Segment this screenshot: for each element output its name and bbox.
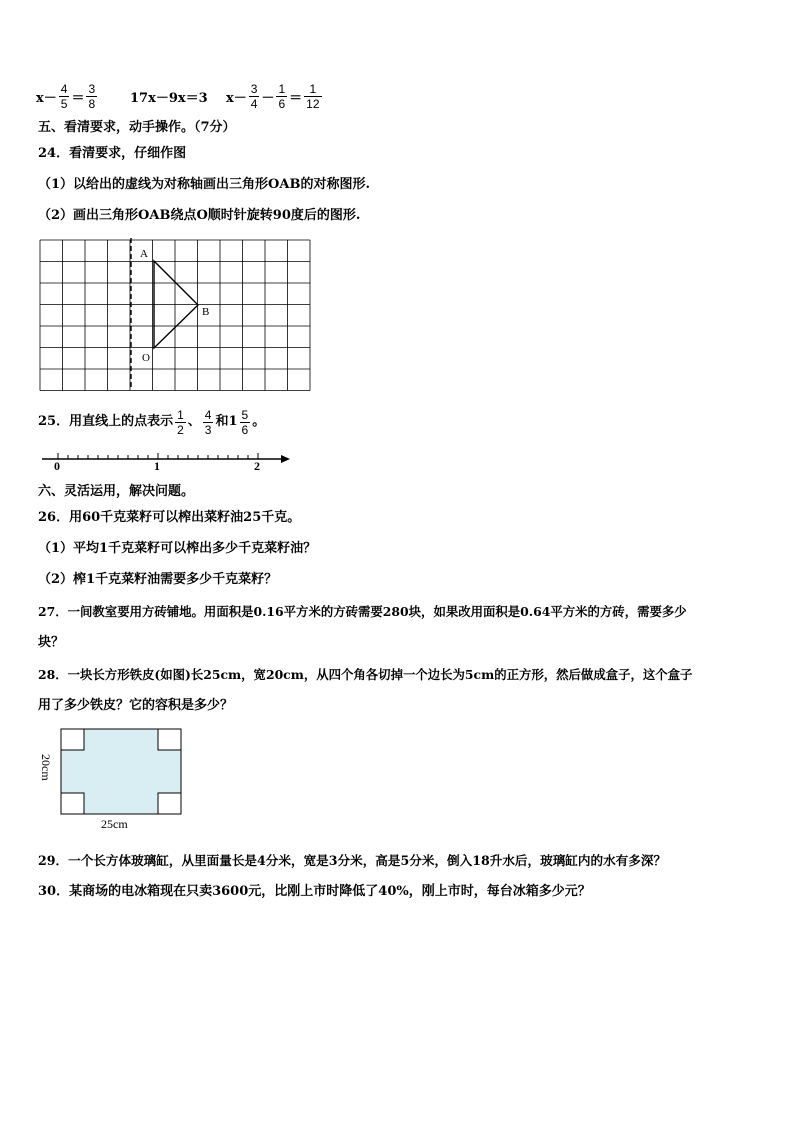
q25-prefix: 25．用直线上的点表示 (38, 414, 174, 429)
eq2-text: 17x－9x＝3 (130, 90, 208, 106)
q25-fraction-1 (175, 408, 186, 437)
point-b-label: B (202, 306, 210, 318)
eq1-frac1-denominator: 5 (60, 96, 68, 111)
q27-line-1: 27．一间教室要用方砖铺地。用面积是0.16平方米的方砖需要280块，如果改用面积是0.64平方米的方砖，需要多少 (38, 604, 687, 619)
number-line-label-1: 1 (154, 459, 160, 473)
cut-corner-bottom-right (158, 793, 181, 814)
cut-corner-top-right (158, 729, 181, 750)
q25-f1-numerator: 1 (177, 407, 184, 422)
q25-question (38, 402, 265, 442)
eq3-frac3-denominator: 12 (306, 96, 320, 111)
eq3-frac2-denominator: 6 (278, 96, 286, 111)
height-label: 20cm (39, 754, 53, 781)
q25-and: 和 (215, 414, 229, 429)
eq3-fraction-2 (276, 82, 287, 111)
q28-line-1: 28．一块长方形铁皮(如图)长25cm，宽20cm，从四个角各切掉一个边长为5cm的正方形，然后做成盒子，这个盒子 (38, 667, 693, 682)
section-6-heading: 六、灵活运用，解决问题。 (38, 484, 195, 499)
cut-corner-top-left (61, 729, 84, 750)
q27-line-2: 块？ (38, 635, 65, 650)
q28-sheet-figure (38, 724, 188, 836)
eq3-frac1-denominator: 4 (250, 96, 258, 111)
q25-f2-numerator: 4 (204, 407, 212, 422)
eq3-fraction-3 (304, 82, 321, 111)
q26-title: 26．用60千克菜籽可以榨出菜籽油25千克。 (38, 510, 301, 525)
eq3-frac2-numerator: 1 (278, 81, 286, 96)
eq3-minus: － (261, 90, 275, 106)
number-line-label-2: 2 (254, 459, 260, 473)
q24-title: 24．看清要求，仔细作图 (38, 146, 187, 161)
number-line-label-0: 0 (54, 459, 60, 473)
eq3-frac1-numerator: 3 (250, 81, 258, 96)
eq1-frac2-numerator: 3 (88, 81, 96, 96)
q25-separator: 、 (187, 414, 201, 429)
number-line-arrow (281, 455, 290, 463)
q24-part-2: （2）画出三角形OAB绕点O顺时针旋转90度后的图形. (38, 208, 361, 223)
q28-line-2: 用了多少铁皮？它的容积是多少？ (38, 698, 234, 713)
eq1-fraction-2 (86, 82, 97, 111)
q25-end: 。 (252, 414, 266, 429)
equation-1 (36, 74, 99, 118)
q30-question: 30．某商场的电冰箱现在只卖3600元，比刚上市时降低了40%，刚上市时，每台冰箱多少元？ (38, 884, 591, 899)
grid-lines (40, 240, 310, 391)
q25-whole-number: 1 (228, 414, 238, 429)
q25-f3-denominator: 6 (241, 422, 249, 437)
q25-f2-denominator: 3 (204, 422, 212, 437)
width-label: 25cm (101, 817, 128, 831)
eq1-prefix: x－ (36, 90, 57, 106)
point-o-label: O (142, 352, 150, 364)
eq3-equals: ＝ (289, 90, 303, 106)
eq1-frac2-denominator: 8 (88, 96, 96, 111)
q26-part-1: （1）平均1千克菜籽可以榨出多少千克菜籽油？ (38, 541, 317, 556)
q29-question: 29．一个长方体玻璃缸，从里面量长是4分米，宽是3分米，高是5分米，倒入18升水后，玻璃缸内的水有多深？ (38, 853, 667, 868)
q24-part-1: （1）以给出的虚线为对称轴画出三角形OAB的对称图形. (38, 177, 370, 192)
eq3-prefix: x－ (226, 90, 247, 106)
equation-2 (130, 74, 208, 118)
q25-fraction-3 (240, 408, 251, 437)
eq1-frac1-numerator: 4 (60, 81, 68, 96)
eq3-fraction-1 (249, 82, 260, 111)
q24-grid-figure (38, 238, 314, 392)
eq1-fraction-1 (59, 82, 70, 111)
q25-number-line (38, 450, 294, 476)
eq3-frac3-numerator: 1 (304, 82, 321, 97)
q25-f1-denominator: 2 (177, 422, 184, 437)
q25-f3-numerator: 5 (241, 407, 249, 422)
q26-part-2: （2）榨1千克菜籽油需要多少千克菜籽？ (38, 572, 278, 587)
cut-corner-bottom-left (61, 793, 84, 814)
equation-3 (226, 74, 324, 118)
point-a-label: A (140, 248, 148, 260)
section-5-heading: 五、看清要求，动手操作。（7分） (38, 120, 236, 135)
q25-fraction-2 (203, 408, 214, 437)
eq1-equals: ＝ (71, 90, 85, 106)
